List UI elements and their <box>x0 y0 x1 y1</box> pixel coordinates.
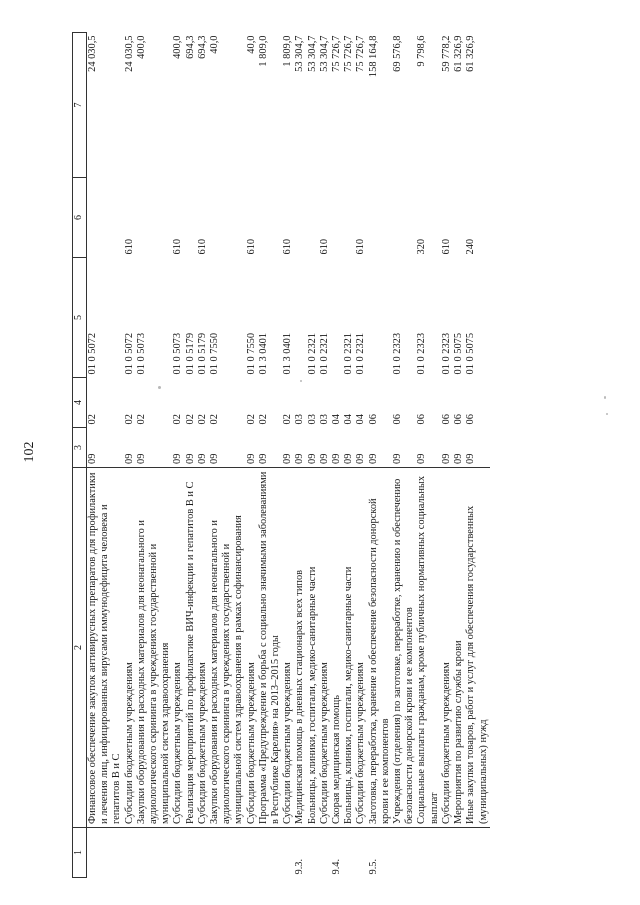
expense-name: Субсидии бюджетным учреждениям <box>197 468 209 828</box>
table-row <box>368 33 392 878</box>
header-cell: 1 <box>73 828 87 878</box>
table-row <box>392 33 416 878</box>
code-ministry: 09 <box>367 453 379 464</box>
code-target-article: 01 0 2321 <box>318 332 330 375</box>
code-expense-type <box>87 178 124 258</box>
code-ministry: 09 <box>172 453 184 464</box>
code-expense-type <box>368 178 392 258</box>
table-row <box>307 33 319 878</box>
expense-name: Больницы, клиники, госпитали, медико-санитарные части <box>307 468 319 828</box>
amount: 69 576,8 <box>392 35 404 72</box>
expense-name: Финансовое обеспечение закупок антивирусных препаратов для профилактики и лечения лиц, инфицированных вирусами иммунодефицита человека и гепатитов В и С <box>87 468 124 828</box>
code-expense-type: 610 <box>440 238 452 255</box>
code-expense-type <box>307 178 319 258</box>
code-target-article: 01 0 2323 <box>392 332 404 375</box>
code-subsection: 06 <box>440 414 452 425</box>
code-target-article: 01 3 0401 <box>257 332 269 375</box>
row-number <box>209 828 246 878</box>
row-number: 9.4. <box>331 858 343 875</box>
code-expense-type: 610 <box>282 238 294 255</box>
row-number <box>258 828 282 878</box>
code-target-article: 01 0 5072 <box>87 332 98 375</box>
code-expense-type <box>343 178 355 258</box>
row-number <box>87 828 124 878</box>
code-subsection: 06 <box>416 414 428 425</box>
table-row <box>343 33 355 878</box>
row-number <box>282 828 294 878</box>
row-number <box>343 828 355 878</box>
header-cell: 7 <box>73 33 87 178</box>
table-row <box>282 33 294 878</box>
code-ministry: 09 <box>87 453 98 464</box>
code-subsection: 03 <box>318 414 330 425</box>
row-number <box>246 828 258 878</box>
code-subsection: 02 <box>282 414 294 425</box>
code-subsection: 02 <box>245 414 257 425</box>
code-ministry: 09 <box>318 453 330 464</box>
code-expense-type <box>185 178 197 258</box>
table-row <box>453 33 465 878</box>
code-target-article: 01 0 5179 <box>196 332 208 375</box>
amount: 61 326,9 <box>453 35 465 72</box>
amount: 53 304,7 <box>318 35 330 72</box>
code-subsection: 06 <box>453 414 465 425</box>
table-row <box>124 33 136 878</box>
expense-name: Субсидии бюджетным учреждениям <box>282 468 294 828</box>
code-subsection: 02 <box>196 414 208 425</box>
code-ministry: 09 <box>465 453 477 464</box>
code-expense-type <box>453 178 465 258</box>
amount: 1 809,0 <box>282 35 294 67</box>
header-cell: 3 <box>73 428 87 468</box>
code-expense-type: 610 <box>123 238 135 255</box>
table-row <box>87 33 124 878</box>
code-ministry: 09 <box>196 453 208 464</box>
code-ministry: 09 <box>294 453 306 464</box>
code-target-article: 01 0 5075 <box>465 332 477 375</box>
code-target-article: 01 3 0401 <box>282 332 294 375</box>
amount: 75 726,7 <box>355 35 367 72</box>
row-number <box>392 828 416 878</box>
code-expense-type <box>136 178 173 258</box>
expense-name: Субсидии бюджетным учреждениям <box>124 468 136 828</box>
amount: 75 726,7 <box>331 35 343 72</box>
expense-name: Субсидии бюджетным учреждениям <box>172 468 184 828</box>
code-subsection: 02 <box>123 414 135 425</box>
expense-name: Скорая медицинская помощь <box>331 468 343 828</box>
code-ministry: 09 <box>440 453 452 464</box>
amount: 40,0 <box>209 35 221 54</box>
row-number <box>124 828 136 878</box>
amount: 158 164,8 <box>367 35 379 78</box>
expense-name: Заготовка, переработка, хранение и обеспечение безопасности донорской крови и ее компонентов <box>368 468 392 828</box>
amount: 694,3 <box>184 35 196 59</box>
code-target-article: 01 0 7550 <box>245 332 257 375</box>
code-subsection: 02 <box>257 414 269 425</box>
row-number <box>307 828 319 878</box>
header-cell: 6 <box>73 178 87 258</box>
code-ministry: 09 <box>355 453 367 464</box>
expense-name: Социальные выплаты гражданам, кроме публичных нормативных социальных выплат <box>416 468 440 828</box>
code-subsection: 06 <box>392 414 404 425</box>
row-number <box>197 828 209 878</box>
code-ministry: 09 <box>245 453 257 464</box>
code-ministry: 09 <box>343 453 355 464</box>
code-ministry: 09 <box>123 453 135 464</box>
code-target-article <box>331 258 343 378</box>
code-target-article: 01 0 2323 <box>416 332 428 375</box>
table-row <box>319 33 331 878</box>
amount: 24 030,5 <box>123 35 135 72</box>
budget-table <box>72 32 490 878</box>
code-subsection: 03 <box>294 414 306 425</box>
code-expense-type: 610 <box>245 238 257 255</box>
row-number <box>172 828 184 878</box>
code-expense-type: 610 <box>172 238 184 255</box>
code-expense-type: 610 <box>196 238 208 255</box>
table-row <box>441 33 453 878</box>
table-row <box>331 33 343 878</box>
header-cell: 2 <box>73 468 87 828</box>
table-row <box>246 33 258 878</box>
code-ministry: 09 <box>453 453 465 464</box>
code-expense-type <box>331 178 343 258</box>
code-ministry: 09 <box>282 453 294 464</box>
code-target-article <box>294 258 306 378</box>
code-target-article <box>368 258 392 378</box>
row-number <box>355 828 367 878</box>
code-target-article: 01 0 5072 <box>123 332 135 375</box>
code-target-article: 01 0 2321 <box>355 332 367 375</box>
table-row <box>136 33 173 878</box>
row-number <box>319 828 331 878</box>
row-number: 9.5. <box>367 858 379 875</box>
table-row <box>197 33 209 878</box>
expense-name: Мероприятия по развитию службы крови <box>453 468 465 828</box>
header-cell: 4 <box>73 378 87 428</box>
row-number <box>453 828 465 878</box>
amount: 53 304,7 <box>306 35 318 72</box>
code-target-article: 01 0 7550 <box>209 332 221 375</box>
table-row <box>355 33 367 878</box>
code-target-article: 01 0 2323 <box>440 332 452 375</box>
code-target-article: 01 0 5073 <box>172 332 184 375</box>
table-row <box>209 33 246 878</box>
expense-name: Учреждения (отделения) по заготовке, переработке, хранению и обеспечению безопасности донорской крови и ее компонентов <box>392 468 416 828</box>
amount: 400,0 <box>135 35 147 59</box>
code-ministry: 09 <box>257 453 269 464</box>
code-expense-type <box>392 178 416 258</box>
table-row <box>294 33 306 878</box>
code-expense-type: 320 <box>416 238 428 255</box>
expense-name: Субсидии бюджетным учреждениям <box>319 468 331 828</box>
expense-name: Иные закупки товаров, работ и услуг для обеспечения государственных (муниципальных) нужд <box>465 468 489 828</box>
amount: 75 726,7 <box>343 35 355 72</box>
code-subsection: 02 <box>87 414 98 425</box>
table-row <box>465 33 489 878</box>
code-subsection: 04 <box>331 414 343 425</box>
code-ministry: 09 <box>331 453 343 464</box>
amount: 1 809,0 <box>257 35 269 67</box>
code-subsection: 02 <box>184 414 196 425</box>
row-number <box>465 828 489 878</box>
expense-name: Программа «Предупреждение и борьба с социально значимыми заболеваниями в Республике Карелия» на 2013–2015 годы <box>258 468 282 828</box>
amount: 24 030,5 <box>87 35 98 72</box>
code-ministry: 09 <box>209 453 221 464</box>
expense-name: Больницы, клиники, госпитали, медико-санитарные части <box>343 468 355 828</box>
code-target-article: 01 0 2321 <box>306 332 318 375</box>
row-number <box>136 828 173 878</box>
code-expense-type: 240 <box>465 238 477 255</box>
amount: 40,0 <box>245 35 257 54</box>
row-number <box>185 828 197 878</box>
code-ministry: 09 <box>416 453 428 464</box>
expense-name: Медицинская помощь в дневных стационарах всех типов <box>294 468 306 828</box>
expense-name: Реализация мероприятий по профилактике ВИЧ-инфекции и гепатитов В и С <box>185 468 197 828</box>
code-expense-type <box>209 178 246 258</box>
table-row <box>258 33 282 878</box>
amount: 694,3 <box>196 35 208 59</box>
code-subsection: 04 <box>343 414 355 425</box>
code-expense-type <box>294 178 306 258</box>
table-row <box>416 33 440 878</box>
amount: 9 798,6 <box>416 35 428 67</box>
code-subsection: 02 <box>135 414 147 425</box>
code-expense-type: 610 <box>355 238 367 255</box>
row-number: 9.3. <box>294 858 306 875</box>
table-row <box>185 33 197 878</box>
table-body <box>87 33 490 878</box>
amount: 53 304,7 <box>294 35 306 72</box>
code-target-article: 01 0 5073 <box>135 332 147 375</box>
rotated-table-container <box>72 33 632 878</box>
expense-name: Закупки оборудования и расходных материалов для неонатального и аудиологического скрининга в учреждениях государственной и муниципальной систем здравоохранения в рамках софинансирования <box>209 468 246 828</box>
code-expense-type: 610 <box>318 238 330 255</box>
code-ministry: 09 <box>392 453 404 464</box>
expense-name: Субсидии бюджетным учреждениям <box>246 468 258 828</box>
header-cell: 5 <box>73 258 87 378</box>
code-target-article: 01 0 2321 <box>343 332 355 375</box>
expense-name: Закупки оборудования и расходных материалов для неонатального и аудиологического скрининга в учреждениях государственной и муниципальной систем здравоохранения <box>136 468 173 828</box>
code-ministry: 09 <box>184 453 196 464</box>
amount: 61 326,9 <box>465 35 477 72</box>
page-number: 102 <box>22 441 37 463</box>
code-expense-type <box>258 178 282 258</box>
table-row <box>172 33 184 878</box>
amount: 400,0 <box>172 35 184 59</box>
code-subsection: 02 <box>209 414 221 425</box>
amount: 59 778,2 <box>440 35 452 72</box>
code-subsection: 03 <box>306 414 318 425</box>
code-subsection: 06 <box>465 414 477 425</box>
code-ministry: 09 <box>135 453 147 464</box>
code-target-article: 01 0 5179 <box>184 332 196 375</box>
row-number <box>441 828 453 878</box>
code-subsection: 04 <box>355 414 367 425</box>
code-subsection: 02 <box>172 414 184 425</box>
code-subsection: 06 <box>367 414 379 425</box>
expense-name: Субсидии бюджетным учреждениям <box>355 468 367 828</box>
expense-name: Субсидии бюджетным учреждениям <box>441 468 453 828</box>
table-header-row <box>73 33 87 878</box>
row-number <box>416 828 440 878</box>
code-target-article: 01 0 5075 <box>453 332 465 375</box>
code-ministry: 09 <box>306 453 318 464</box>
